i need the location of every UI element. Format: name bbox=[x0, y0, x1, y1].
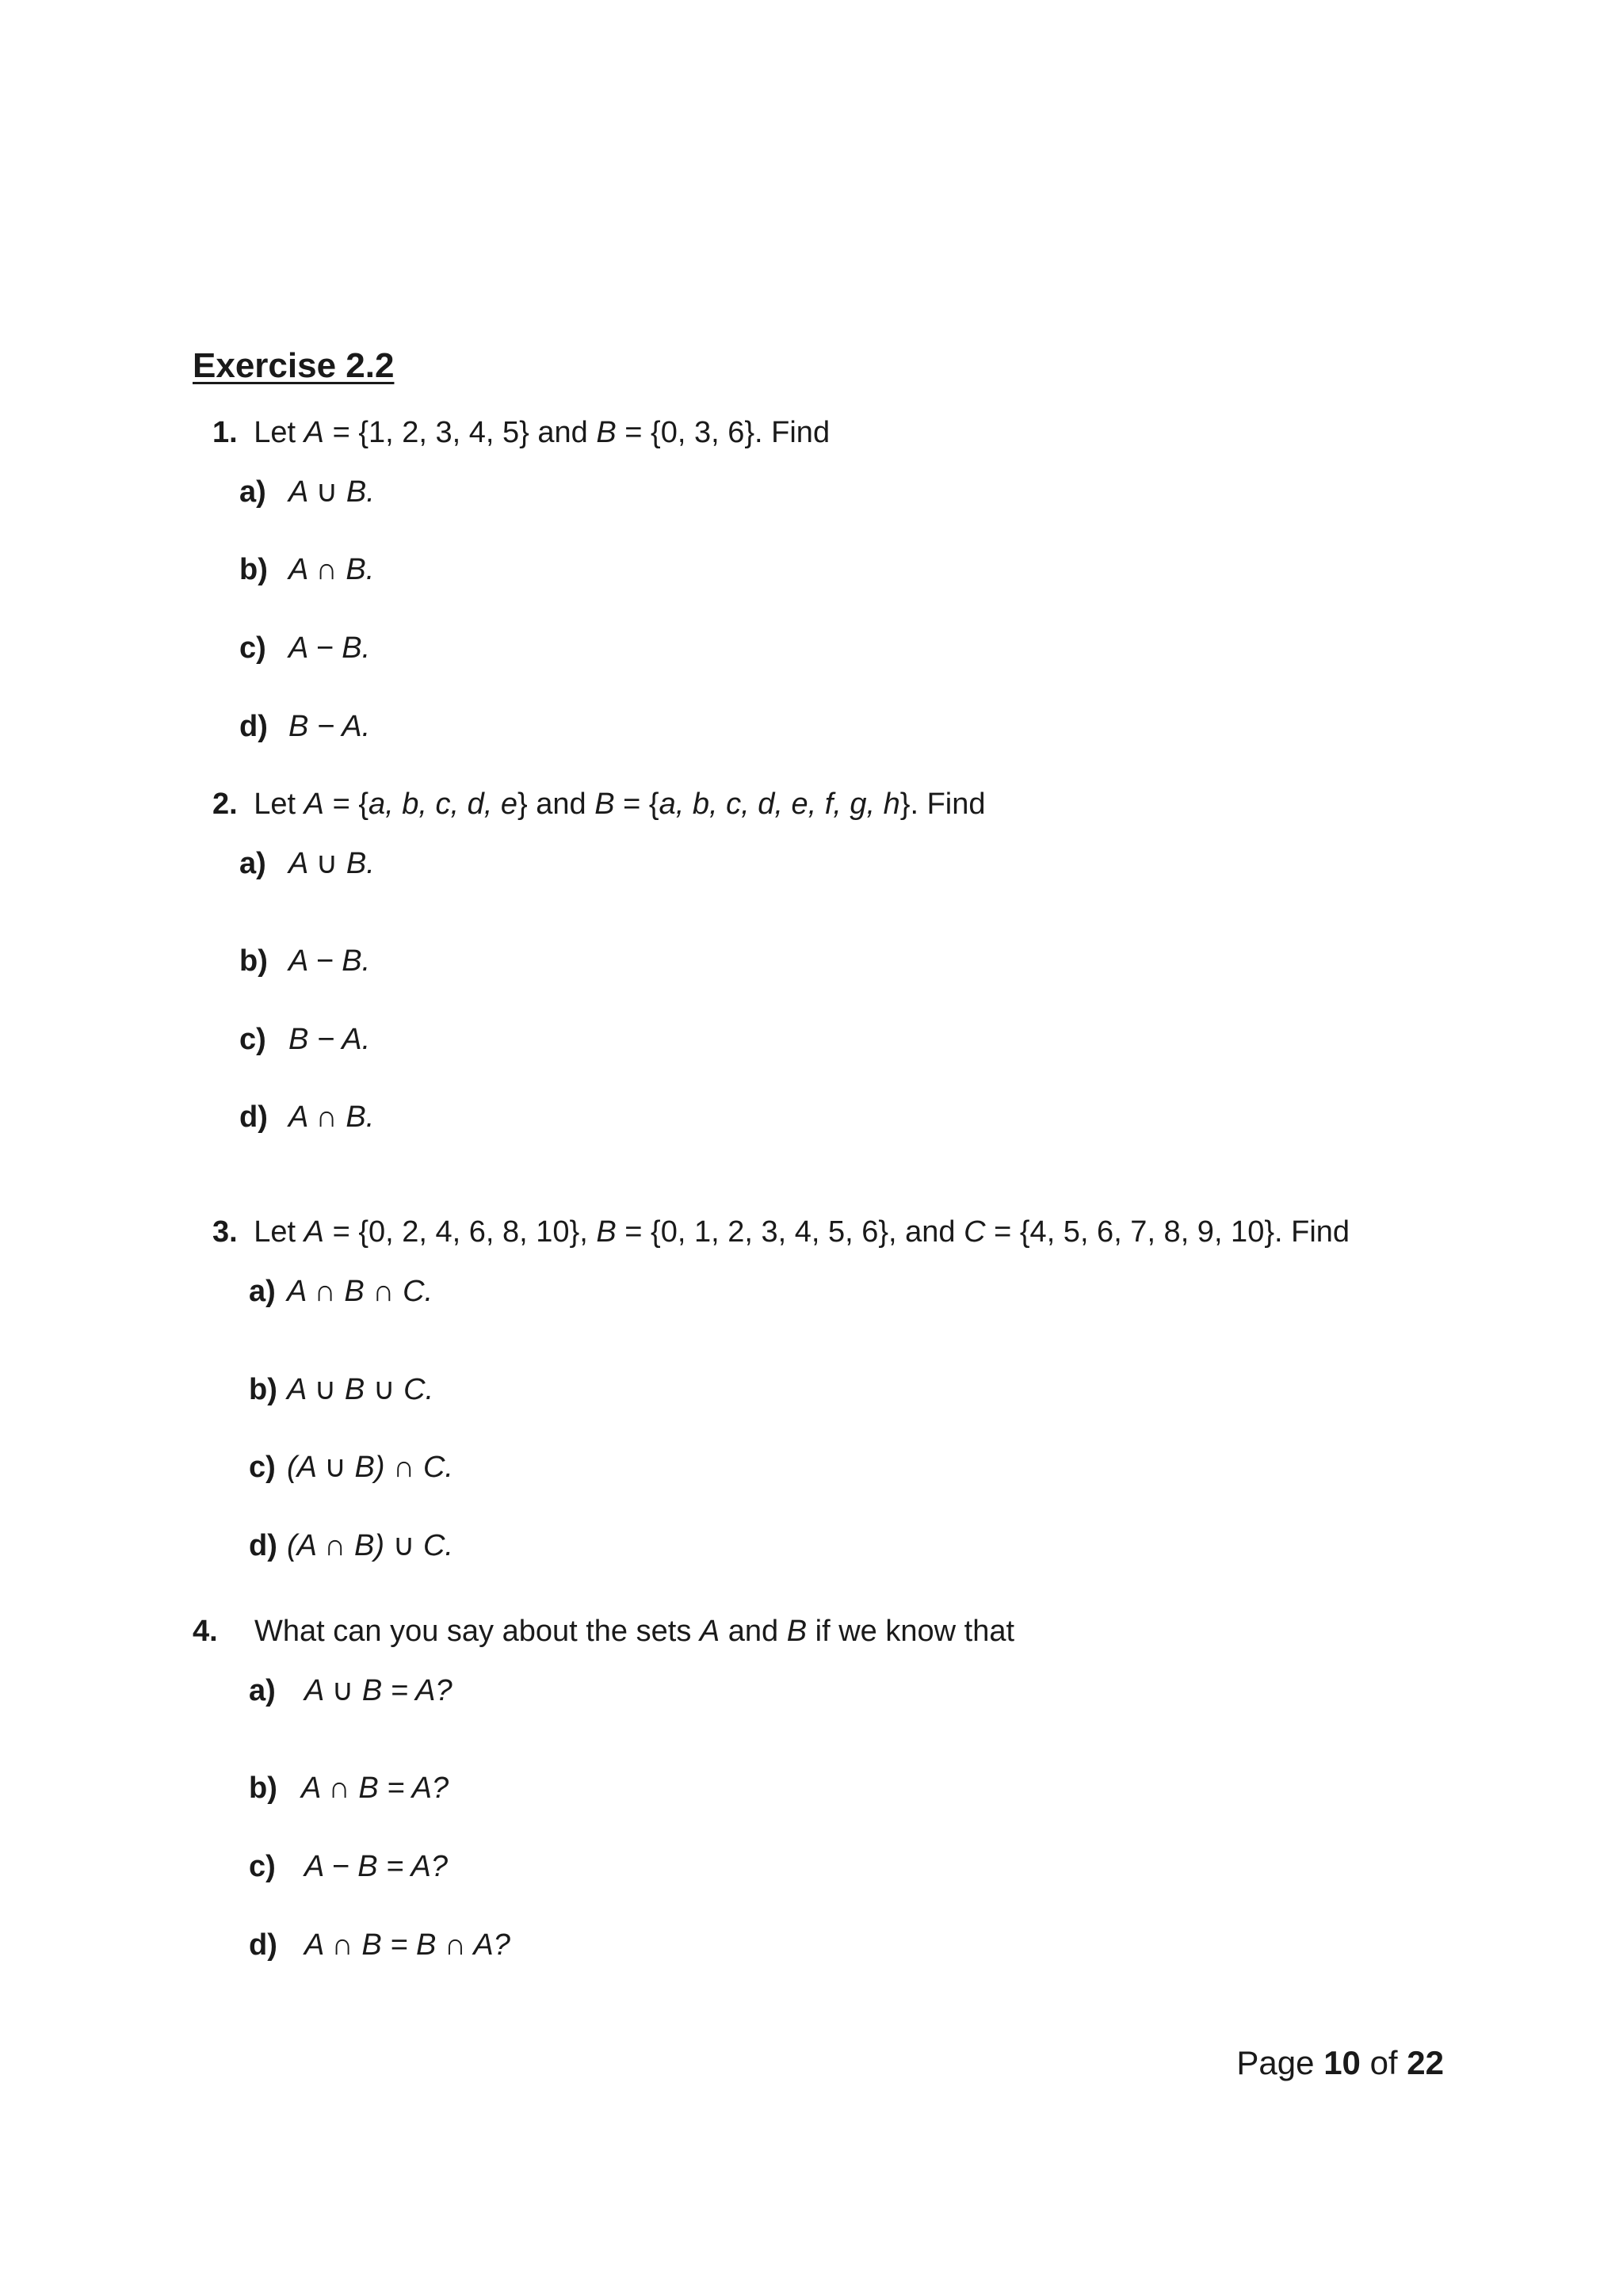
set-b-elements: a, b, c, d, e, f, g, h bbox=[659, 788, 900, 821]
set-b: B bbox=[786, 1615, 808, 1648]
q3-part-c bbox=[249, 1452, 453, 1482]
part-expression: A − B. bbox=[288, 631, 371, 665]
question-1-stem bbox=[212, 418, 830, 448]
part-expression: B − A. bbox=[288, 710, 371, 743]
stem-text: = {4, 5, 6, 7, 8, 9, 10}. Find bbox=[985, 1215, 1350, 1249]
part-label: b) bbox=[239, 944, 268, 978]
q2-part-d bbox=[239, 1102, 374, 1132]
set-b: B bbox=[596, 1215, 617, 1249]
stem-text: = {1, 2, 3, 4, 5} and bbox=[324, 416, 597, 449]
stem-text: if we know that bbox=[807, 1615, 1015, 1648]
stem-text: = { bbox=[614, 788, 659, 821]
part-label: d) bbox=[239, 710, 268, 743]
stem-text: } and bbox=[517, 788, 595, 821]
part-label: a) bbox=[239, 475, 266, 509]
q3-part-a bbox=[249, 1276, 433, 1306]
set-a: A bbox=[304, 788, 325, 821]
exercise-title: Exercise 2.2 bbox=[193, 346, 395, 385]
question-number: 2. bbox=[212, 788, 238, 821]
part-expression: A ∩ B. bbox=[288, 553, 375, 586]
part-label: c) bbox=[249, 1451, 276, 1484]
q1-part-d bbox=[239, 711, 370, 742]
stem-text: Let bbox=[254, 1215, 304, 1249]
q4-part-c bbox=[249, 1852, 448, 1882]
stem-text: Let bbox=[254, 416, 304, 449]
question-number: 3. bbox=[212, 1215, 238, 1249]
part-label: b) bbox=[249, 1373, 277, 1406]
stem-text: and bbox=[720, 1615, 787, 1648]
page-word: Page bbox=[1236, 2044, 1315, 2081]
part-expression: A ∪ B = A? bbox=[304, 1674, 453, 1707]
question-2-stem bbox=[212, 789, 986, 819]
part-label: c) bbox=[239, 631, 266, 665]
q2-part-c bbox=[239, 1024, 370, 1055]
part-label: c) bbox=[239, 1023, 266, 1056]
page-number bbox=[1236, 2046, 1444, 2080]
current-page: 10 bbox=[1323, 2044, 1361, 2081]
part-label: d) bbox=[249, 1928, 277, 1962]
part-expression: A ∪ B. bbox=[288, 475, 375, 509]
stem-text: Let bbox=[254, 788, 304, 821]
part-label: b) bbox=[239, 553, 268, 586]
part-expression: A ∪ B. bbox=[288, 847, 375, 880]
q2-part-b bbox=[239, 946, 370, 976]
part-expression: A ∩ B = A? bbox=[301, 1772, 449, 1805]
q4-part-b bbox=[249, 1773, 449, 1803]
set-a-elements: a, b, c, d, e bbox=[369, 788, 518, 821]
set-b: B bbox=[594, 788, 615, 821]
part-expression: (A ∩ B) ∪ C. bbox=[287, 1529, 453, 1562]
part-expression: A − B = A? bbox=[304, 1850, 448, 1883]
question-3-stem bbox=[212, 1217, 1350, 1247]
part-label: a) bbox=[249, 1674, 276, 1707]
q1-part-a bbox=[239, 477, 375, 507]
part-expression: A ∪ B ∪ C. bbox=[287, 1373, 434, 1406]
question-number: 1. bbox=[212, 416, 238, 449]
part-label: b) bbox=[249, 1772, 277, 1805]
q4-part-d bbox=[249, 1930, 510, 1960]
part-label: d) bbox=[239, 1100, 268, 1134]
part-label: a) bbox=[239, 847, 266, 880]
part-label: d) bbox=[249, 1529, 277, 1562]
question-number: 4. bbox=[193, 1615, 218, 1648]
set-a: A bbox=[304, 1215, 325, 1249]
q3-part-b bbox=[249, 1375, 433, 1405]
set-a: A bbox=[699, 1615, 720, 1648]
part-expression: B − A. bbox=[288, 1023, 371, 1056]
stem-text: }. Find bbox=[899, 788, 986, 821]
q3-part-d bbox=[249, 1531, 453, 1561]
part-label: a) bbox=[249, 1275, 276, 1308]
part-expression: A ∩ B. bbox=[288, 1100, 375, 1134]
part-label: c) bbox=[249, 1850, 276, 1883]
set-b: B bbox=[596, 416, 617, 449]
set-c: C bbox=[964, 1215, 986, 1249]
stem-text: = {0, 2, 4, 6, 8, 10}, bbox=[324, 1215, 597, 1249]
question-4-stem bbox=[193, 1616, 1014, 1646]
total-pages: 22 bbox=[1407, 2044, 1444, 2081]
stem-text: What can you say about the sets bbox=[254, 1615, 700, 1648]
q1-part-c bbox=[239, 633, 370, 663]
q2-part-a bbox=[239, 849, 375, 879]
of-word: of bbox=[1369, 2044, 1398, 2081]
stem-text: = { bbox=[324, 788, 369, 821]
part-expression: A − B. bbox=[288, 944, 371, 978]
stem-text: = {0, 3, 6}. Find bbox=[616, 416, 831, 449]
part-expression: (A ∪ B) ∩ C. bbox=[287, 1451, 453, 1484]
part-expression: A ∩ B = B ∩ A? bbox=[304, 1928, 510, 1962]
stem-text: = {0, 1, 2, 3, 4, 5, 6}, and bbox=[616, 1215, 964, 1249]
q1-part-b bbox=[239, 555, 374, 585]
set-a: A bbox=[304, 416, 325, 449]
q4-part-a bbox=[249, 1676, 453, 1706]
part-expression: A ∩ B ∩ C. bbox=[287, 1275, 433, 1308]
